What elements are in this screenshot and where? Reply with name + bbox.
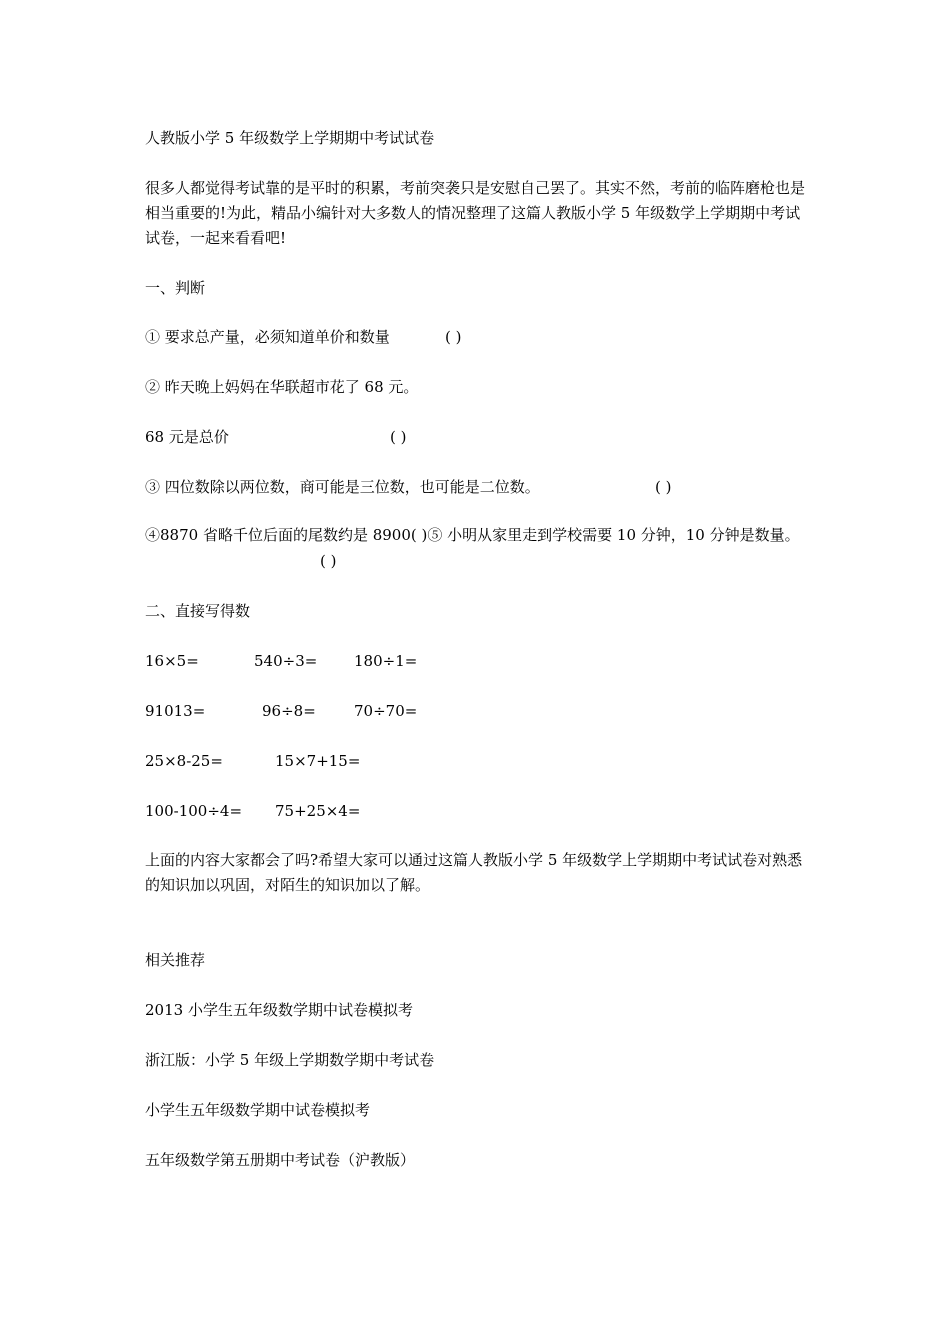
calc-item: 180÷1= xyxy=(354,652,418,670)
question-3-blank: ( ) xyxy=(655,478,672,496)
section1-heading: 一、判断 xyxy=(145,279,206,297)
related-link[interactable]: 小学生五年级数学期中试卷模拟考 xyxy=(145,1101,371,1119)
question-2: ② 昨天晚上妈妈在华联超市花了 68 元。 xyxy=(145,378,419,396)
question-2-blank: ( ) xyxy=(390,428,407,446)
calc-item: 15×7+15= xyxy=(275,752,361,770)
question-2-statement: 68 元是总价 xyxy=(145,428,229,446)
calc-item: 70÷70= xyxy=(354,702,418,720)
question-1: ① 要求总产量，必须知道单价和数量 xyxy=(145,328,390,346)
calc-item: 25×8-25= xyxy=(145,752,223,770)
related-link[interactable]: 2013 小学生五年级数学期中试卷模拟考 xyxy=(145,1001,413,1019)
calc-item: 96÷8= xyxy=(262,702,316,720)
related-link[interactable]: 浙江版：小学 5 年级上学期数学期中考试卷 xyxy=(145,1051,435,1069)
question-1-blank: ( ) xyxy=(445,328,462,346)
related-heading: 相关推荐 xyxy=(145,951,206,969)
question-4-5: ④8870 省略千位后面的尾数约是 8900( )⑤ 小明从家里走到学校需要 10 分钟，10 分钟是数量。 xyxy=(145,526,800,544)
calc-item: 75+25×4= xyxy=(275,802,361,820)
intro-paragraph: 很多人都觉得考试靠的是平时的积累，考前突袭只是安慰自己罢了。其实不然，考前的临阵磨枪也是相当重要的!为此，精品小编针对大多数人的情况整理了这篇人教版小学 5 年级数学上学期期中考试试卷，一起来看看吧! xyxy=(145,179,806,247)
related-link[interactable]: 五年级数学第五册期中考试卷（沪教版） xyxy=(145,1151,416,1169)
calc-item: 91013= xyxy=(145,702,206,720)
question-3: ③ 四位数除以两位数，商可能是三位数，也可能是二位数。 xyxy=(145,478,540,496)
calc-item: 100-100÷4= xyxy=(145,802,243,820)
calc-item: 16×5= xyxy=(145,652,199,670)
question-5-blank: ( ) xyxy=(320,552,337,570)
closing-paragraph: 上面的内容大家都会了吗?希望大家可以通过这篇人教版小学 5 年级数学上学期期中考试试卷对熟悉的知识加以巩固，对陌生的知识加以了解。 xyxy=(145,851,803,894)
section2-heading: 二、直接写得数 xyxy=(145,602,251,620)
calc-item: 540÷3= xyxy=(254,652,318,670)
page-title: 人教版小学 5 年级数学上学期期中考试试卷 xyxy=(145,129,435,147)
